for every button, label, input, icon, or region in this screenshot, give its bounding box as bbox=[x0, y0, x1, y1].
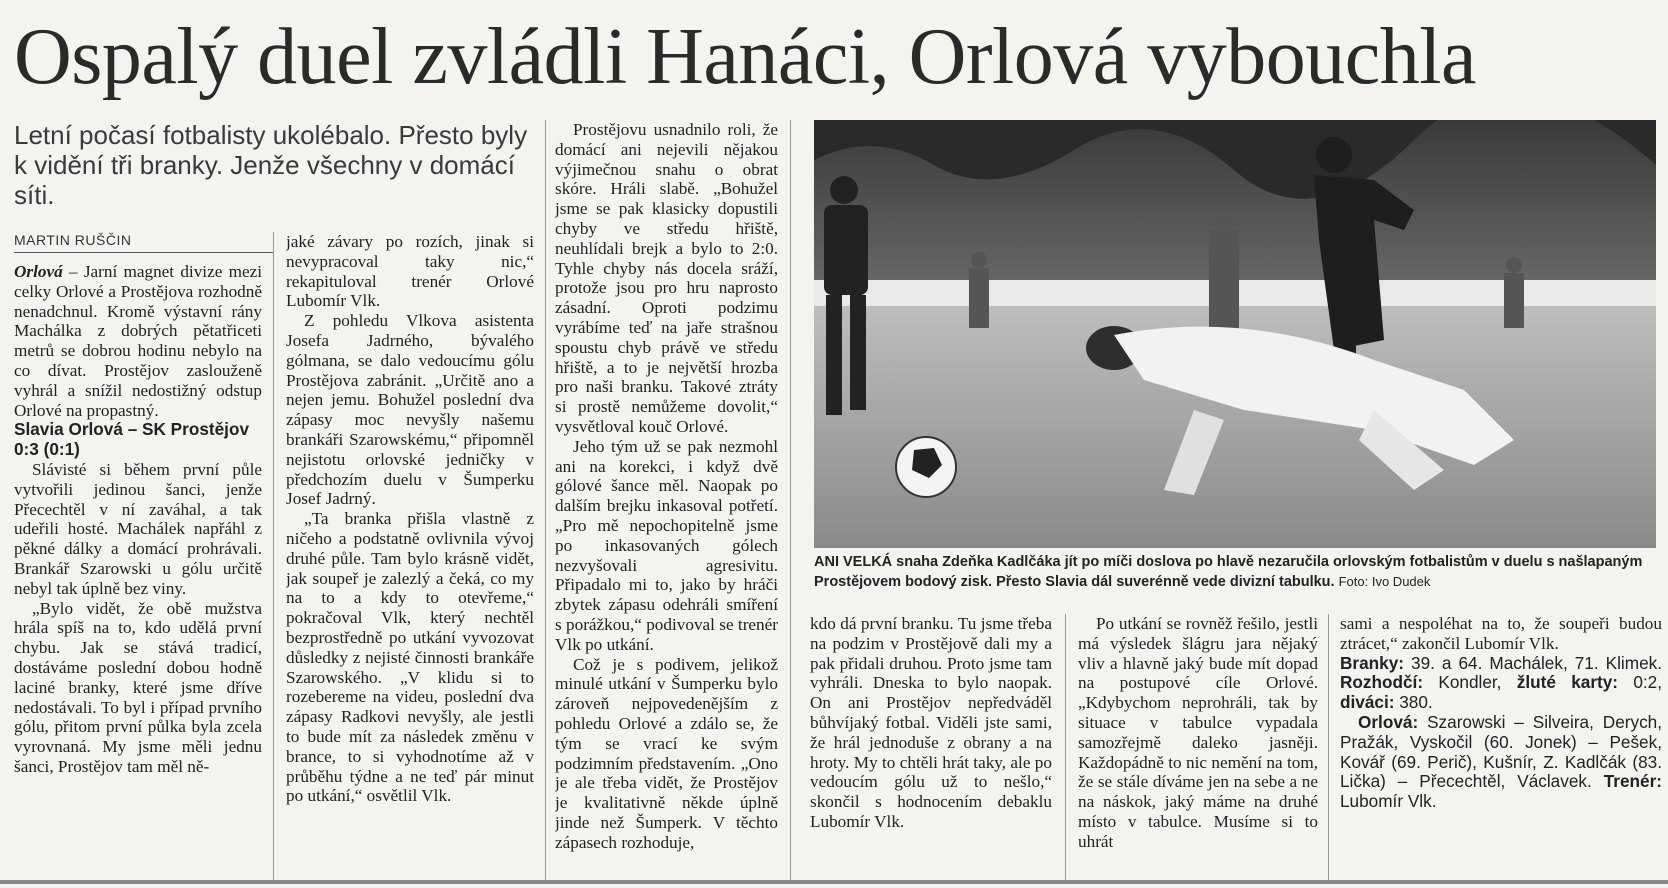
paragraph: Jeho tým už se pak nezmohl ani na korekci, i když dvě gólové šance měl. Naopak po dalším brejku inkasoval potřetí. „Pro mě nepochopitelně jsme po inkasovaných gólech nezvyšovali agresivitu. Připadalo mi to, jako by hráči zbytek zápasu odehráli smíření s porážkou,“ podivoval se trenér Vlk po utkání. bbox=[555, 436, 778, 654]
stats-value: 0:2, bbox=[1618, 672, 1662, 693]
match-line: Slavia Orlová – SK Prostějov bbox=[14, 419, 250, 440]
match-score: 0:3 (0:1) bbox=[14, 439, 80, 460]
paragraph bbox=[14, 262, 262, 420]
column-divider bbox=[1065, 614, 1066, 880]
column-divider bbox=[1328, 614, 1329, 880]
paragraph: „Ta branka přišla vlastně z ničeho a podstatně ovlivnila vývoj druhé půle. Tam bylo krásně vidět, jak soupeř je zalezlý a čeká, co my na to a kdy to otevřeme,“ pokračoval Vlk, který nechtěl bezprostředně po utkání vyvozovat důsledky z nejisté činnosti brankáře Szarowského. „V klidu si to rozebereme na videu, poslední dva zápasy Radkovi nevyšly, ale jestli to bude mít za následek změnu v brance, to si vyhodnotíme až v průběhu týdne a ne teď pár minut po utkání,“ osvětlil Vlk. bbox=[286, 509, 534, 806]
football-action-photo bbox=[814, 120, 1656, 548]
article-column-3 bbox=[555, 120, 778, 882]
paragraph: Což je s podivem, jelikož minulé utkání v Šumperku bylo zároveň nejpovedenějším z pohledu Orlové a zdálo se, že tým se vrací ke svým podzimním představením. „Ono je ale třeba vidět, že Prostějov je kvalitativně někde úplně jinde než Šumperk. V těchto zápasech rozhoduje, bbox=[555, 654, 778, 852]
coach-label: Trenér: bbox=[1603, 771, 1662, 792]
caption-lead: ANI VELKÁ bbox=[814, 554, 893, 570]
photo-caption bbox=[814, 552, 1656, 592]
paragraph: kdo dá první branku. Tu jsme třeba na podzim v Prostějově dali my a pak přidali druhou. Proto jsme tam vyhráli. Dneska to bylo naopak. On ani Prostějov nepředváděl bůhvíjaký fotbal. Viděli jste sami, že hrál jednoduše z obrany a na hroty. My to chtěli hrát taky, ale po vedoucím gólu už to nešlo,“ skončil s hodnocením debaklu Lubomír Vlk. bbox=[810, 614, 1052, 831]
page-bottom-rule bbox=[0, 880, 1668, 884]
stats-value: 380. bbox=[1394, 692, 1433, 713]
paragraph: „Bylo vidět, že obě mužstva hrála spíš na to, kdo udělá první chybu. Jak se stává tradicí, dostáváme poslední dobou hodně laciné branky, které jsme dříve nedostávali. To byl i případ prvního gólu, přitom první půlka byla zcela vyrovnaná. My jsme měli jednu šanci, Prostějov tam měl ně- bbox=[14, 598, 262, 776]
article-column-5 bbox=[1078, 614, 1318, 882]
article-column-6 bbox=[1340, 614, 1662, 882]
paragraph: sami a nespoléhat na to, že soupeři budou ztrácet,“ zakončil Lubomír Vlk. bbox=[1340, 614, 1662, 653]
author-byline: MARTIN RUŠČIN bbox=[14, 232, 274, 253]
paragraph: Prostějovu usnadnilo roli, že domácí ani nejevili nějakou výjimečnou snahu o obrat skóre. Hráli slabě. „Bohužel jsme se pak klasicky dopustili chyby ve středu hřiště, neuhlídali brejk a bylo to 2:0. Tyhle chyby nás docela sráží, protože jsou pro hru naprosto zásadní. Oproti podzimu vyrábíme teď na jaře strašnou spoustu chyb právě ve středu hřiště, a to je největší hrozba pro naši branku. Takové ztráty si prostě nemůžeme dovolit,“ vysvětloval kouč Orlové. bbox=[555, 120, 778, 436]
article-lead: Letní počasí fotbalisty ukolébalo. Přesto byly k vidění tři branky. Jenže všechny v domácí síti. bbox=[14, 120, 528, 210]
lineup bbox=[1340, 713, 1662, 812]
caption-text: snaha Zdeňka Kadlčáka jít po míči doslova po hlavě nezaručila orlovským fotbalistům v duelu s našlapaným Prostějovem bodový zisk. Přesto Slavia dál suverénně vede divizní tabulku. bbox=[814, 554, 1643, 590]
lineup-text: Szarowski – Silveira, Derych, Pražák, Vyskočil (60. Jonek) – Pešek, Kovář (69. Perič), Kušnír, Z. Kadlčák (83. Lička) – Přecechtěl, Václavek. bbox=[1340, 711, 1662, 792]
match-stats bbox=[1340, 654, 1662, 713]
coach-name: Lubomír Vlk. bbox=[1340, 791, 1437, 812]
stats-label: Rozhodčí: bbox=[1340, 672, 1424, 693]
lineup-label: Orlová: bbox=[1358, 711, 1419, 732]
paragraph: jaké závary po rozích, jinak si nevypracoval taky nic,“ rekapituloval trenér Orlové Lubomír Vlk. bbox=[286, 232, 534, 311]
article-column-1 bbox=[14, 262, 262, 882]
dateline-place: Orlová bbox=[14, 262, 63, 281]
paragraph: Po utkání se rovněž řešilo, jestli má výsledek šlágru jara nějaký vliv a hlavně jaký bude mít dopad na postupové cíle Orlové. „Kdybychom neprohráli, tak by situace v tabulce vypadala samozřejmě daleko jasněji. Každopádně to nic nemění na tom, že se stále díváme jen na sebe a ne na náskok, jaký máme na druhé místo v tabulce. Musíme si to uhrát bbox=[1078, 614, 1318, 851]
column-divider bbox=[790, 120, 791, 880]
stats-label: Branky: bbox=[1340, 652, 1404, 673]
match-photo bbox=[814, 120, 1656, 548]
paragraph: Slávisté si během první půle vytvořili jedinou šanci, jenže Přecechtěl v ní zaváhal, a tak udeřili hosté. Machálek napřáhl z pěkné dálky a domácí prohrávali. Brankář Szarowski u gólu určitě nebyl tak úplně bez viny. bbox=[14, 459, 262, 598]
article-headline: Ospalý duel zvládli Hanáci, Orlová vybouchla bbox=[14, 13, 1476, 101]
stats-value: Kondler, bbox=[1423, 672, 1502, 693]
column-divider bbox=[273, 232, 274, 880]
stats-label: žluté karty: bbox=[1516, 672, 1619, 693]
stats-label: diváci: bbox=[1340, 692, 1395, 713]
article-column-4 bbox=[810, 614, 1052, 882]
paragraph: Z pohledu Vlkova asistenta Josefa Jadrného, bývalého gólmana, se dalo vedoucímu gólu Prostějova zabránit. „Určitě ano a nejen jemu. Bohužel poslední dva zápasy moc nevyšly našemu brankáři Szarowskému,“ připomněl nejistotu orlovské jedničky v předchozím duelu v Šumperku Josef Jadrný. bbox=[286, 311, 534, 509]
article-column-2 bbox=[286, 232, 534, 882]
photo-credit: Foto: Ivo Dudek bbox=[1338, 574, 1431, 589]
stats-value: 39. a 64. Machálek, 71. Klimek. bbox=[1404, 652, 1662, 673]
column-divider bbox=[545, 120, 546, 880]
paragraph-text: – Jarní magnet divize mezi celky Orlové a Prostějova rozhodně nenadchnul. Kromě výstavní rány Machálka z dobrých pětatřiceti metrů se dobrou hodinu nebylo na co dívat. Prostějov zaslouženě vyhrál a snížil nedostižný odstup Orlové na propastný. bbox=[14, 262, 262, 420]
